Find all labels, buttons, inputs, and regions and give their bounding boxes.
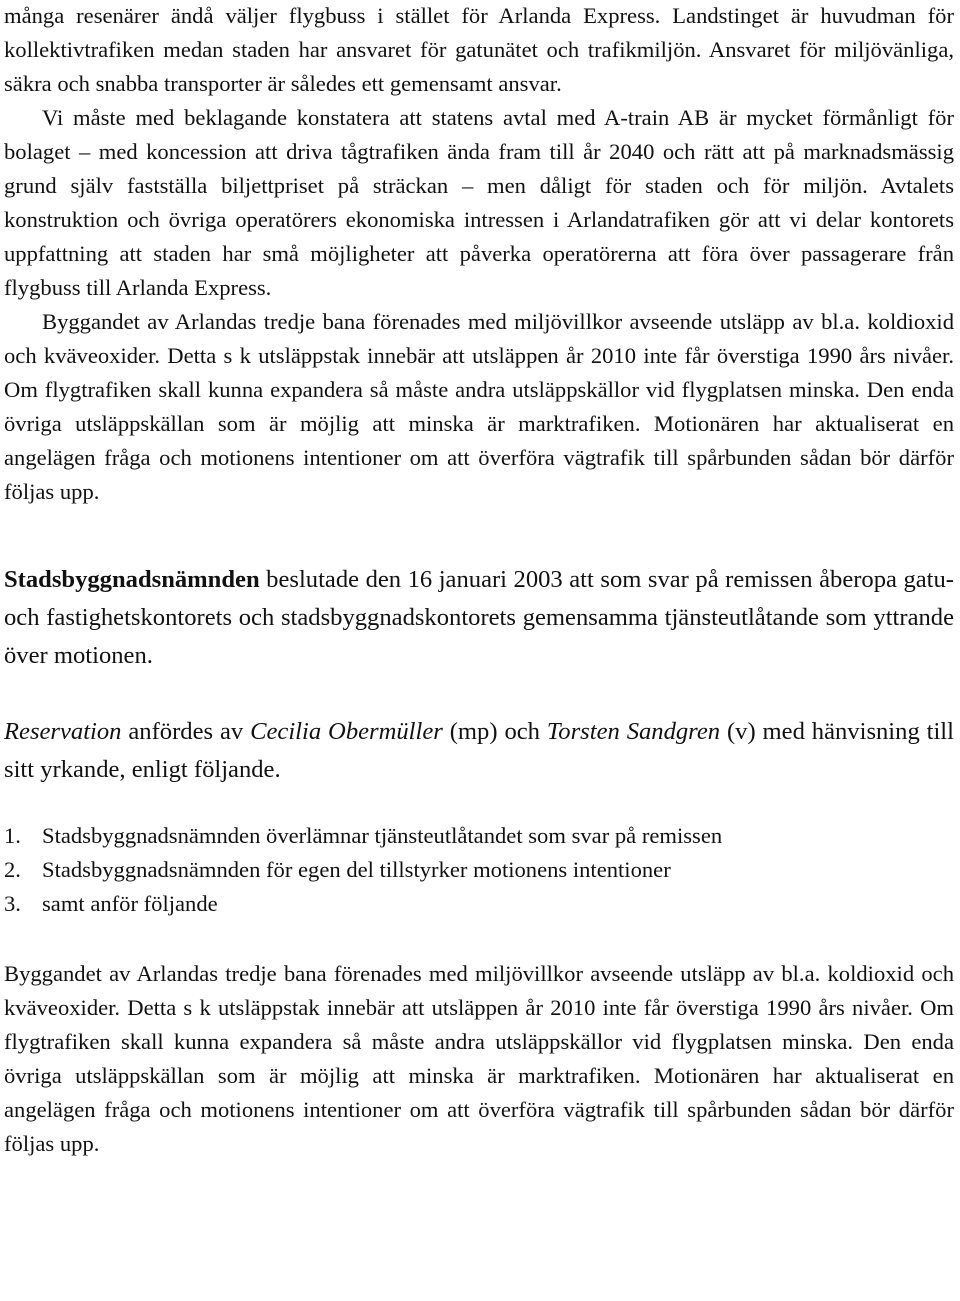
paragraph-a-train-agreement: Vi måste med beklagande konstatera att statens avtal med A-train AB är mycket förmånligt för bolaget – med koncession att driva tågtrafiken ända fram till år 2040 och rätt att på marknadsmässig grund själv fastställa biljettpriset på sträckan – men dåligt för staden och för miljön. Avtalets konstruktion och övriga operatörers ekonomiska intressen i Arlandatrafiken gör att vi delar kontorets uppfattning att staden har små möjligheter att påverka operatörerna att föra över passagerare från flygbuss till Arlanda Express. [4,105,954,300]
decision-section [4,561,954,675]
list-text: samt anför följande [42,891,218,916]
list-number: 1. [4,823,21,848]
reservant-name-1: Cecilia Obermüller [250,718,443,745]
list-text: Stadsbyggnadsnämnden för egen del tillstyrker motionens intentioner [42,857,671,882]
reservation-section [4,713,954,789]
paragraph-reservation [4,713,954,789]
board-name: Stadsbyggnadsnämnden [4,566,260,593]
list-item [4,853,954,887]
paragraph-emission-cap-repeat: Byggandet av Arlandas tredje bana förenades med miljövillkor avseende utsläpp av bl.a. koldioxid och kväveoxider. Detta s k utsläppstak innebär att utsläppen år 2010 inte får överstiga 1990 års nivåer. Om flygtrafiken skall kunna expandera så måste andra utsläppskällor vid flygplatsen minska. Den enda övriga utsläppskällan som är möjlig att minska är marktrafiken. Motionären har aktualiserat en angelägen fråga och motionens intentioner om att överföra vägtrafik till spårbunden sådan bör därför följas upp. [4,961,954,1156]
paragraph-transport-responsibility: många resenärer ändå väljer flygbuss i stället för Arlanda Express. Landstinget är huvudman för kollektivtrafiken medan staden har ansvaret för gatunätet och trafikmiljön. Ansvaret för miljövänliga, säkra och snabba transporter är således ett gemensamt ansvar. [4,3,954,96]
reservation-label: Reservation [4,718,122,745]
closing-section [4,957,954,1161]
reservant-name-2: Torsten Sandgren [546,718,721,745]
reservation-text-1: anfördes av [121,718,251,745]
opening-section [4,0,954,509]
numbered-list [4,819,954,921]
list-item [4,887,954,921]
list-item [4,819,954,853]
list-text: Stadsbyggnadsnämnden överlämnar tjänsteutlåtandet som svar på remissen [42,823,723,848]
list-number: 3. [4,891,21,916]
reservation-text-3: (v) med hänvisning till sitt yrkande, enligt följande. [4,718,954,783]
list-number: 2. [4,857,21,882]
decision-text: beslutade den 16 januari 2003 att som svar på remissen åberopa gatu- och fastighetskontorets och stadsbyggnadskontorets gemensamma tjänsteutlåtande som yttrande över motionen. [4,566,954,669]
paragraph-board-decision [4,561,954,675]
paragraph-emission-cap: Byggandet av Arlandas tredje bana förenades med miljövillkor avseende utsläpp av bl.a. koldioxid och kväveoxider. Detta s k utsläppstak innebär att utsläppen år 2010 inte får överstiga 1990 års nivåer. Om flygtrafiken skall kunna expandera så måste andra utsläppskällor vid flygplatsen minska. Den enda övriga utsläppskällan som är möjlig att minska är marktrafiken. Motionären har aktualiserat en angelägen fråga och motionens intentioner om att överföra vägtrafik till spårbunden sådan bör därför följas upp. [4,309,954,504]
reservation-text-2: (mp) och [442,718,547,745]
